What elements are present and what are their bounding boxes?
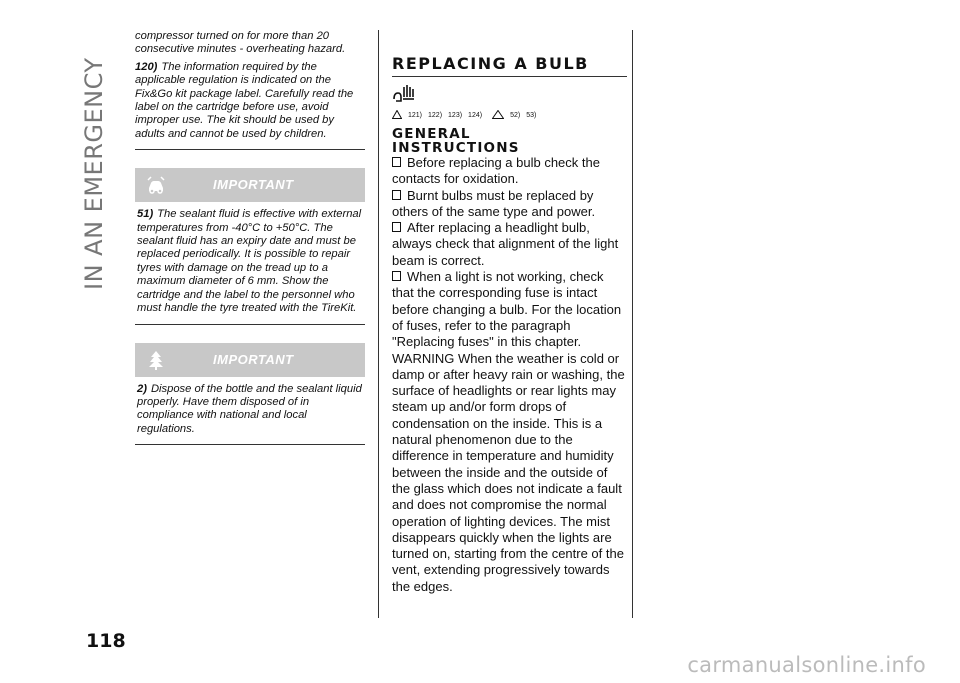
important-header-1	[135, 168, 365, 202]
subsection-title-line1: GENERAL	[392, 126, 471, 142]
list-item-text: Burnt bulbs must be replaced by others of the same type and power.	[392, 187, 596, 219]
important-label-1: IMPORTANT	[213, 177, 294, 193]
important-ref: 52)	[510, 112, 521, 119]
column-divider-right	[632, 30, 633, 618]
reference-row	[392, 83, 627, 105]
section-title: REPLACING A BULB	[392, 54, 627, 77]
warning-paragraph: WARNING When the weather is cold or damp or after heavy rain or washing, the surface of headlights or rear lights may steam up and/or form drops of condensation on the inside. This is a natural phenomenon due to the difference in temperature and humidity between the inside and the outside of the glass which does not indicate a fault and does not compromise the normal operation of lighting devices. The mist disappears quickly when the lights are turned on, starting from the centre of the vent, extending progressively towards the edges.	[392, 350, 625, 594]
bullet-icon	[392, 271, 401, 281]
list-item-text: After replacing a headlight bulb, always check that alignment of the light beam is correct.	[392, 220, 619, 268]
bullet-icon	[392, 157, 401, 167]
section-side-title: IN AN EMERGENCY	[80, 57, 108, 290]
important-header-2	[135, 343, 365, 377]
page-number: 118	[86, 630, 126, 652]
subsection-title	[392, 127, 627, 155]
important-label-2: IMPORTANT	[213, 351, 294, 367]
list-item	[392, 220, 627, 269]
instructions-list	[392, 155, 627, 595]
note-ref: 120)	[135, 60, 158, 73]
warning-icon	[392, 110, 402, 119]
warning-ref: 121)	[408, 112, 423, 119]
important-icon	[492, 110, 504, 119]
subsection-title-line2: INSTRUCTIONS	[392, 140, 520, 156]
intro-text: compressor turned on for more than 20 consecutive minutes - overheating hazard.	[135, 30, 346, 56]
important-ref: 53)	[526, 112, 537, 119]
list-item	[392, 155, 627, 188]
bullet-icon	[392, 190, 401, 200]
list-item-text: Before replacing a bulb check the contacts for oxidation.	[392, 155, 600, 187]
bullet-icon	[392, 222, 401, 232]
warning-ref: 123)	[448, 112, 463, 119]
list-item	[392, 269, 627, 350]
bulb-icon	[392, 83, 418, 105]
important-ref-1: 51)	[137, 208, 154, 221]
right-column	[392, 54, 627, 595]
warning-refs	[392, 107, 627, 119]
watermark: carmanualsonline.info	[687, 653, 926, 677]
tree-icon	[145, 349, 167, 371]
left-column	[135, 30, 365, 445]
important-text-2: Dispose of the bottle and the sealant liquid properly. Have them disposed of in compliance with national and local regulations.	[137, 382, 362, 435]
column-divider-left	[378, 30, 379, 618]
warning-ref: 124)	[468, 112, 483, 119]
list-item-text: When a light is not working, check that the corresponding fuse is intact before changing a bulb. For the location of fuses, refer to the paragraph "Replacing fuses" in this chapter.	[392, 269, 622, 350]
intro-block	[135, 30, 365, 150]
important-text-1: The sealant fluid is effective with external temperatures from -40°C to +50°C. The sealant fluid has an expiry date and must be replaced periodically. It is possible to repair tyres with damage on the tread up to a maximum diameter of 6 mm. Show the cartridge and the label to the personnel who must handle the tyre treated with the TireKit.	[137, 208, 362, 315]
important-ref-2: 2)	[137, 382, 147, 395]
car-icon	[145, 174, 167, 196]
important-box-1	[135, 202, 365, 324]
list-item	[392, 188, 627, 221]
important-box-2	[135, 377, 365, 446]
note-text: The information required by the applicable regulation is indicated on the Fix&Go kit package label. Carefully read the label on the cartridge before use, avoid improper use. The kit should be used by adults and cannot be used by children.	[135, 60, 354, 140]
warning-ref: 122)	[428, 112, 443, 119]
